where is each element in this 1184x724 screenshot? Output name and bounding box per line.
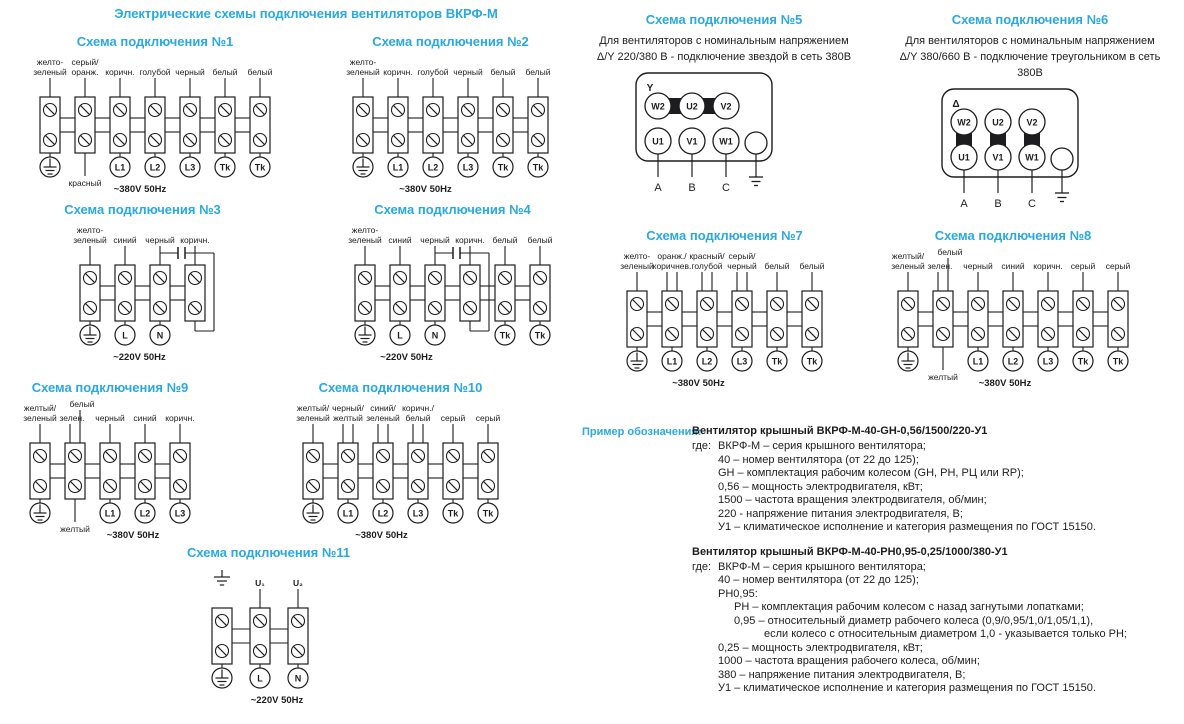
svg-text:W2: W2 xyxy=(651,101,665,112)
svg-text:U₁: U₁ xyxy=(255,578,265,588)
terminal xyxy=(69,57,102,188)
designation-example xyxy=(692,545,1182,696)
scheme-5-title: Схема подключения №5 xyxy=(645,12,803,27)
svg-text:L2: L2 xyxy=(149,162,161,173)
example-title: Вентилятор крышный ВКРФ-М-40-РН0,95-0,25/1000/380-У1 xyxy=(692,545,1008,558)
terminal xyxy=(441,413,466,523)
svg-text:~380V 50Hz: ~380V 50Hz xyxy=(113,184,167,195)
terminal xyxy=(212,570,232,688)
svg-text:Tk: Tk xyxy=(534,330,546,341)
svg-text:B: B xyxy=(994,198,1002,210)
terminal xyxy=(113,235,136,345)
svg-text:серый: серый xyxy=(1105,261,1131,271)
svg-text:коричн.: коричн. xyxy=(165,413,195,423)
svg-text:N: N xyxy=(156,330,164,341)
terminal xyxy=(1001,261,1024,371)
svg-text:желто-: желто- xyxy=(351,225,379,235)
terminal xyxy=(296,403,330,523)
svg-text:N: N xyxy=(431,330,439,341)
svg-text:желтый: желтый xyxy=(333,413,363,423)
example-line: 40 – номер вентилятора (от 22 до 125); xyxy=(718,453,919,466)
svg-text:коричн.: коричн. xyxy=(455,235,485,245)
scheme-11-diagram xyxy=(187,562,333,712)
svg-text:черный: черный xyxy=(145,235,175,245)
scheme-8-diagram xyxy=(873,245,1153,395)
svg-text:L1: L1 xyxy=(342,508,354,519)
svg-text:желтый: желтый xyxy=(928,372,958,382)
svg-text:~220V 50Hz: ~220V 50Hz xyxy=(250,695,304,706)
scheme-10-title: Схема подключения №10 xyxy=(318,380,483,395)
example-line: 220 - напряжение питания электродвигателя, В; xyxy=(718,507,963,520)
svg-text:Tk: Tk xyxy=(482,508,494,519)
scheme-5-diagram xyxy=(592,67,856,207)
terminal xyxy=(402,403,435,523)
terminal xyxy=(476,413,501,523)
example-label: Пример обозначения: xyxy=(582,426,702,438)
scheme-4-diagram xyxy=(330,219,575,369)
example-line: У1 – климатическое исполнение и категория размещения по ГОСТ 15150. xyxy=(718,521,1096,533)
svg-text:L1: L1 xyxy=(104,508,116,519)
svg-text:~380V 50Hz: ~380V 50Hz xyxy=(106,530,160,541)
svg-text:Y: Y xyxy=(646,83,654,94)
scheme-6-description: Для вентиляторов с номинальным напряжением Δ/Y 380/660 В - подключение треугольником в сеть 380В xyxy=(899,35,1161,79)
svg-text:коричнев.: коричнев. xyxy=(652,261,692,271)
terminal xyxy=(212,67,237,177)
example-line: РН0,95: xyxy=(718,587,758,600)
scheme-6-diagram xyxy=(898,83,1162,223)
svg-text:V2: V2 xyxy=(1026,117,1038,128)
svg-text:B: B xyxy=(688,182,696,194)
svg-text:белый: белый xyxy=(937,247,963,257)
svg-text:синий/: синий/ xyxy=(370,403,396,413)
scheme-6-title: Схема подключения №6 xyxy=(951,12,1109,27)
terminal xyxy=(60,399,95,534)
svg-text:L3: L3 xyxy=(174,508,186,519)
terminal xyxy=(366,403,400,523)
svg-text:V1: V1 xyxy=(686,136,698,147)
svg-text:W1: W1 xyxy=(1025,152,1039,163)
svg-text:белый: белый xyxy=(69,399,95,409)
svg-text:Tk: Tk xyxy=(447,508,459,519)
terminal xyxy=(1106,261,1131,371)
svg-text:зеленый: зеленый xyxy=(296,413,330,423)
scheme-7 xyxy=(592,228,857,395)
terminal xyxy=(247,67,272,177)
svg-text:белый: белый xyxy=(492,235,518,245)
svg-text:черный: черный xyxy=(175,67,205,77)
terminal xyxy=(689,251,725,371)
svg-text:коричн./: коричн./ xyxy=(402,403,434,413)
svg-text:Tk: Tk xyxy=(219,162,231,173)
svg-text:Δ: Δ xyxy=(952,99,960,110)
svg-text:Tk: Tk xyxy=(499,330,511,341)
terminal xyxy=(346,57,380,177)
svg-text:L3: L3 xyxy=(462,162,474,173)
svg-text:Tk: Tk xyxy=(532,162,544,173)
svg-text:коричн.: коричн. xyxy=(105,67,135,77)
svg-text:V2: V2 xyxy=(720,101,732,112)
svg-text:оранж./: оранж./ xyxy=(657,251,687,261)
svg-text:L: L xyxy=(122,330,128,341)
svg-text:U1: U1 xyxy=(958,152,970,163)
svg-text:зеленый: зеленый xyxy=(366,413,400,423)
example-where-label: где: xyxy=(692,560,712,573)
example-line: 1000 – частота вращения рабочего колеса, об/мин; xyxy=(718,655,980,667)
svg-text:Tk: Tk xyxy=(1077,356,1089,367)
svg-text:зелен.: зелен. xyxy=(59,413,85,423)
svg-text:зеленый: зеленый xyxy=(620,261,654,271)
terminal xyxy=(145,235,175,345)
scheme-2-title: Схема подключения №2 xyxy=(372,34,529,49)
svg-text:серый/: серый/ xyxy=(728,251,756,261)
example-line: GH – комплектация рабочим колесом (GH, PH, РЦ или RP); xyxy=(718,467,1024,479)
svg-text:голубой: голубой xyxy=(139,67,171,77)
scheme-6 xyxy=(896,12,1164,223)
svg-text:U₂: U₂ xyxy=(293,578,303,588)
terminal xyxy=(928,247,963,382)
terminal xyxy=(33,57,67,177)
svg-text:U2: U2 xyxy=(992,117,1004,128)
scheme-9-diagram xyxy=(5,397,215,547)
example-line: 0,56 – мощность электродвигателя, кВт; xyxy=(718,480,923,493)
svg-text:черный/: черный/ xyxy=(332,403,364,413)
terminal xyxy=(383,67,413,177)
example-line: РН – комплектация рабочим колесом с назад загнутыми лопатками; xyxy=(734,601,1084,613)
svg-text:Tk: Tk xyxy=(497,162,509,173)
scheme-4 xyxy=(320,202,585,369)
terminal xyxy=(1071,261,1096,371)
scheme-5-description: Для вентиляторов с номинальным напряжением Δ/Y 220/380 В - подключение звездой в сеть 380В xyxy=(596,35,852,63)
example-line: 40 – номер вентилятора (от 22 до 125); xyxy=(718,574,919,586)
svg-text:V1: V1 xyxy=(992,152,1004,163)
svg-text:~220V 50Hz: ~220V 50Hz xyxy=(113,352,166,363)
page-title: Электрические схемы подключения вентиляторов ВКРФ-М xyxy=(114,6,498,21)
svg-text:черный: черный xyxy=(453,67,483,77)
svg-text:желто-: желто- xyxy=(36,57,64,67)
svg-text:белый: белый xyxy=(764,261,790,271)
svg-text:красный: красный xyxy=(68,178,102,188)
example-line: 0,25 – мощность электродвигателя, кВт; xyxy=(718,641,923,654)
svg-text:желтый/: желтый/ xyxy=(891,251,925,261)
terminal xyxy=(420,235,450,345)
example-line: 1500 – частота вращения электродвигателя, об/мин; xyxy=(718,494,987,506)
scheme-7-title: Схема подключения №7 xyxy=(646,228,803,243)
example-entries xyxy=(692,424,1182,696)
terminal xyxy=(492,235,517,345)
terminal xyxy=(490,67,515,177)
svg-text:зеленый: зеленый xyxy=(348,235,382,245)
svg-text:синий: синий xyxy=(133,413,157,423)
svg-text:белый: белый xyxy=(799,261,825,271)
svg-text:желтый: желтый xyxy=(60,524,90,534)
svg-text:белый: белый xyxy=(247,67,273,77)
svg-text:L3: L3 xyxy=(184,162,196,173)
scheme-3 xyxy=(45,202,240,369)
svg-text:~380V 50Hz: ~380V 50Hz xyxy=(672,378,725,389)
svg-text:L1: L1 xyxy=(666,356,678,367)
svg-text:L: L xyxy=(257,673,263,684)
example-line: если колесо с относительным диаметром 1,0 - указывается только РН; xyxy=(764,628,1127,640)
svg-text:серый: серый xyxy=(1070,261,1096,271)
scheme-9 xyxy=(0,380,220,547)
svg-text:A: A xyxy=(960,198,968,210)
svg-text:L: L xyxy=(397,330,403,341)
scheme-11-title: Схема подключения №11 xyxy=(187,545,351,560)
svg-text:L1: L1 xyxy=(972,356,984,367)
terminal xyxy=(891,251,925,371)
scheme-9-title: Схема подключения №9 xyxy=(31,380,189,395)
terminal xyxy=(620,251,654,371)
svg-text:белый: белый xyxy=(525,67,551,77)
svg-text:U1: U1 xyxy=(652,136,664,147)
svg-text:серый: серый xyxy=(475,413,501,423)
svg-text:зеленый: зеленый xyxy=(346,67,380,77)
svg-text:серый: серый xyxy=(440,413,466,423)
scheme-10-diagram xyxy=(278,397,523,547)
example-line: У1 – климатическое исполнение и категория размещения по ГОСТ 15150. xyxy=(718,682,1096,694)
svg-text:коричн.: коричн. xyxy=(1033,261,1063,271)
svg-text:C: C xyxy=(722,182,730,194)
example-line: ВКРФ-М – серия крышного вентилятора; xyxy=(718,440,926,452)
terminal xyxy=(764,261,789,371)
svg-text:L1: L1 xyxy=(392,162,404,173)
terminal xyxy=(105,67,135,177)
svg-text:желто-: желто- xyxy=(349,57,377,67)
svg-text:зеленый: зеленый xyxy=(73,235,107,245)
terminal xyxy=(175,67,205,177)
svg-text:черный: черный xyxy=(963,261,993,271)
scheme-10 xyxy=(268,380,533,547)
scheme-5 xyxy=(590,12,858,207)
terminal xyxy=(73,225,107,345)
svg-text:Tk: Tk xyxy=(254,162,266,173)
example-line: 0,95 – относительный диаметр рабочего колеса (0,9/0,95/1,0/1,05/1,1), xyxy=(734,614,1094,627)
svg-text:оранж.: оранж. xyxy=(71,67,99,77)
svg-text:L2: L2 xyxy=(701,356,713,367)
svg-text:~380V 50Hz: ~380V 50Hz xyxy=(399,184,452,195)
scheme-11 xyxy=(187,545,351,712)
terminal xyxy=(250,578,270,688)
scheme-8-title: Схема подключения №8 xyxy=(934,228,1092,243)
example-title: Вентилятор крышный ВКРФ-М-40-GH-0,56/1500/220-У1 xyxy=(692,425,988,437)
svg-text:желтый/: желтый/ xyxy=(296,403,330,413)
svg-text:коричн.: коричн. xyxy=(383,67,413,77)
scheme-8 xyxy=(863,228,1163,395)
terminal xyxy=(348,225,382,345)
svg-text:Tk: Tk xyxy=(1112,356,1124,367)
svg-text:W1: W1 xyxy=(719,136,733,147)
terminal xyxy=(453,67,483,177)
terminal xyxy=(388,235,411,345)
scheme-7-diagram xyxy=(602,245,847,395)
svg-text:желто-: желто- xyxy=(76,225,104,235)
svg-text:серый/: серый/ xyxy=(71,57,99,67)
svg-text:C: C xyxy=(1028,198,1036,210)
svg-text:L3: L3 xyxy=(736,356,748,367)
svg-text:L3: L3 xyxy=(412,508,424,519)
svg-text:синий: синий xyxy=(113,235,137,245)
terminal xyxy=(95,413,125,523)
scheme-2-diagram xyxy=(328,51,573,201)
svg-text:~380V 50Hz: ~380V 50Hz xyxy=(355,530,408,541)
svg-text:~380V 50Hz: ~380V 50Hz xyxy=(978,378,1032,389)
scheme-3-title: Схема подключения №3 xyxy=(64,202,221,217)
terminal xyxy=(332,403,364,523)
svg-text:черный: черный xyxy=(420,235,450,245)
svg-text:W2: W2 xyxy=(957,117,971,128)
terminal xyxy=(165,413,195,523)
svg-text:Tk: Tk xyxy=(806,356,818,367)
example-line: ВКРФ-М – серия крышного вентилятора; xyxy=(718,560,926,573)
svg-text:синий: синий xyxy=(388,235,412,245)
svg-text:зелен.: зелен. xyxy=(927,261,953,271)
svg-text:L2: L2 xyxy=(377,508,389,519)
terminal xyxy=(288,578,308,688)
terminal xyxy=(139,67,170,177)
svg-text:N: N xyxy=(294,673,302,684)
scheme-2 xyxy=(318,34,583,201)
svg-text:черный: черный xyxy=(95,413,125,423)
terminal xyxy=(1033,261,1063,371)
svg-text:белый: белый xyxy=(212,67,238,77)
svg-text:зеленый: зеленый xyxy=(891,261,925,271)
svg-text:желтый/: желтый/ xyxy=(23,403,57,413)
svg-text:Tk: Tk xyxy=(771,356,783,367)
example-line: 380 – напряжение питания электродвигателя, В; xyxy=(718,668,966,681)
svg-text:L1: L1 xyxy=(114,162,126,173)
svg-text:L2: L2 xyxy=(427,162,439,173)
terminal xyxy=(133,413,156,523)
svg-text:зеленый: зеленый xyxy=(23,413,57,423)
scheme-1-diagram xyxy=(15,51,295,201)
svg-text:L2: L2 xyxy=(1007,356,1019,367)
svg-text:черный: черный xyxy=(727,261,757,271)
svg-text:зеленый: зеленый xyxy=(33,67,67,77)
svg-text:L2: L2 xyxy=(139,508,151,519)
terminal xyxy=(527,235,552,345)
svg-text:L3: L3 xyxy=(1042,356,1054,367)
terminal xyxy=(23,403,57,523)
svg-text:голубой: голубой xyxy=(691,261,723,271)
example-where-label: где: xyxy=(692,440,712,452)
svg-text:белый: белый xyxy=(527,235,553,245)
svg-text:A: A xyxy=(654,182,662,194)
svg-text:желто-: желто- xyxy=(623,251,651,261)
scheme-1-title: Схема подключения №1 xyxy=(76,34,234,49)
terminal xyxy=(799,261,824,371)
designation-example xyxy=(692,424,1182,535)
svg-text:~220V 50Hz: ~220V 50Hz xyxy=(380,352,433,363)
designation-example-block xyxy=(582,424,1182,696)
svg-text:белый: белый xyxy=(405,413,431,423)
scheme-4-title: Схема подключения №4 xyxy=(374,202,531,217)
svg-text:голубой: голубой xyxy=(417,67,449,77)
svg-text:красный/: красный/ xyxy=(689,251,725,261)
terminal xyxy=(525,67,550,177)
svg-text:белый: белый xyxy=(490,67,516,77)
scheme-1 xyxy=(5,34,305,201)
svg-text:U2: U2 xyxy=(686,101,698,112)
svg-text:синий: синий xyxy=(1001,261,1025,271)
terminal xyxy=(653,251,692,371)
terminal xyxy=(417,67,448,177)
terminal xyxy=(727,251,757,371)
terminal xyxy=(963,261,993,371)
scheme-3-diagram xyxy=(55,219,230,369)
svg-text:коричн.: коричн. xyxy=(180,235,210,245)
